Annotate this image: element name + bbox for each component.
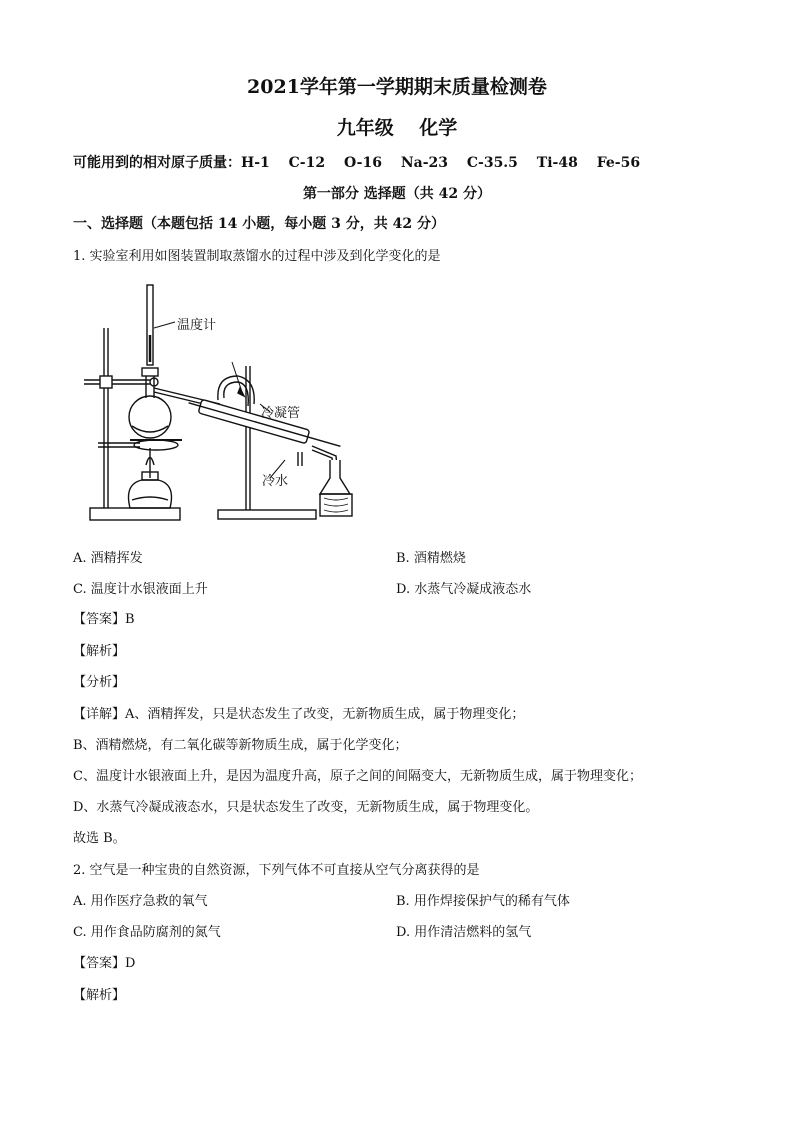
q2-option-d: D. 用作清洁燃料的氢气 [396, 925, 532, 940]
q1-detail-b: B、酒精燃烧，有二氧化碳等新物质生成，属于化学变化； [73, 738, 408, 753]
atomic-masses: 可能用到的相对原子质量：H-1 C-12 O-16 Na-23 C-35.5 Ti-48 Fe-56 [73, 155, 641, 171]
q2-option-b: B. 用作焊接保护气的稀有气体 [396, 894, 570, 909]
section-heading: 一、选择题（本题包括 14 小题，每小题 3 分，共 42 分） [73, 216, 445, 232]
stand-base [90, 508, 180, 520]
q2-jiexi: 【解析】 [73, 988, 126, 1003]
q1-detail-c: C、温度计水银液面上升，是因为温度升高，原子之间的间隔变大，无新物质生成，属于物理变化； [73, 769, 642, 784]
q1-answer: 【答案】B [73, 612, 135, 627]
condenser-label: 冷凝管 [261, 406, 301, 421]
condenser-stand-base [218, 510, 316, 519]
coolwater-label: 冷水 [262, 474, 289, 489]
thermometer-label: 温度计 [177, 318, 217, 333]
q1-option-a: A. 酒精挥发 [73, 551, 143, 566]
q1-option-d: D. 水蒸气冷凝成液态水 [396, 582, 532, 597]
wood-block [320, 494, 352, 516]
q1-conclusion: 故选 B。 [73, 831, 126, 846]
alcohol-lamp [129, 480, 172, 508]
q1-detail-a: 【详解】A、酒精挥发，只是状态发生了改变，无新物质生成，属于物理变化； [73, 707, 525, 722]
page-subtitle: 九年级 化学 [336, 117, 458, 139]
part-heading: 第一部分 选择题（共 42 分） [302, 186, 492, 202]
page-title: 2021学年第一学期期末质量检测卷 [247, 76, 547, 98]
receiving-flask [320, 460, 350, 494]
q2-option-c: C. 用作食品防腐剂的氮气 [73, 925, 221, 940]
q2-stem: 2. 空气是一种宝贵的自然资源，下列气体不可直接从空气分离获得的是 [73, 863, 480, 878]
q1-jiexi: 【解析】 [73, 644, 126, 659]
q1-stem: 1. 实验室利用如图装置制取蒸馏水的过程中涉及到化学变化的是 [73, 249, 441, 264]
q1-option-c: C. 温度计水银液面上升 [73, 582, 208, 597]
distillation-apparatus-figure [80, 280, 370, 525]
q2-option-a: A. 用作医疗急救的氧气 [73, 894, 208, 909]
q1-detail-d: D、水蒸气冷凝成液态水，只是状态发生了改变，无新物质生成，属于物理变化。 [73, 800, 539, 815]
q2-answer: 【答案】D [73, 956, 136, 971]
q1-option-b: B. 酒精燃烧 [396, 551, 466, 566]
q1-fenxi: 【分析】 [73, 675, 126, 690]
